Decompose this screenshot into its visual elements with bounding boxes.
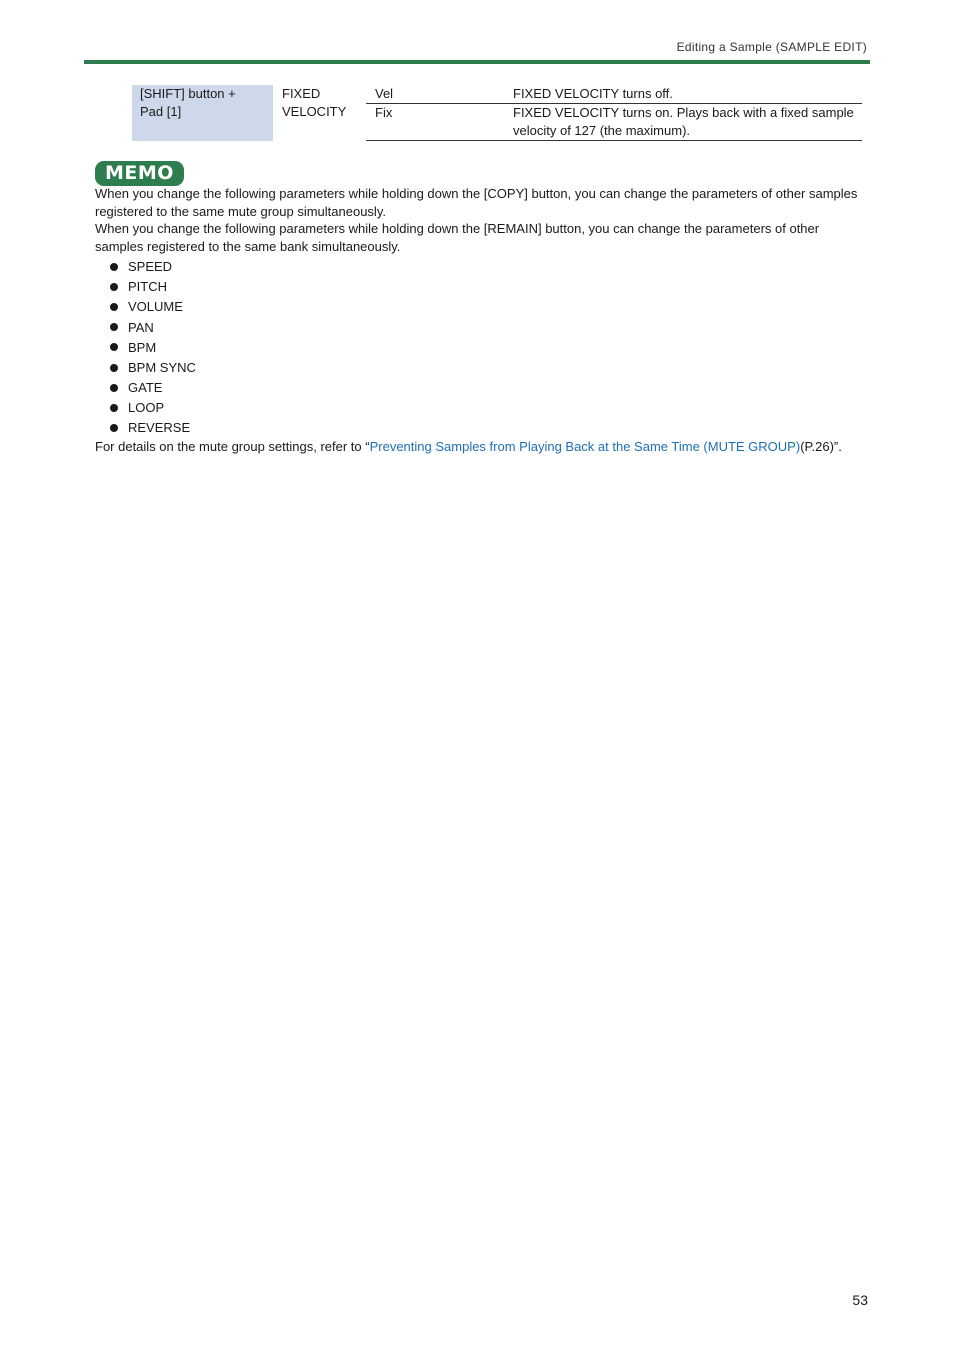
list-item-label: GATE bbox=[128, 379, 163, 395]
value-cell: Fix bbox=[366, 104, 513, 141]
memo-body bbox=[95, 185, 865, 455]
memo-badge bbox=[95, 161, 184, 186]
list-item bbox=[95, 257, 865, 277]
list-item bbox=[95, 378, 865, 398]
list-item-label: BPM bbox=[128, 339, 157, 355]
list-item-label: BPM SYNC bbox=[128, 359, 196, 375]
parameter-table bbox=[132, 85, 862, 141]
list-item bbox=[95, 317, 865, 337]
description-cell: FIXED VELOCITY turns on. Plays back with a fixed sample velocity of 127 (the maximum). bbox=[513, 104, 862, 141]
reference-suffix: (P.26)”. bbox=[800, 438, 842, 454]
list-item bbox=[95, 398, 865, 418]
bullet-icon bbox=[110, 364, 118, 372]
list-item-label: PITCH bbox=[128, 279, 167, 295]
bullet-icon bbox=[110, 283, 118, 291]
table-row bbox=[132, 85, 862, 104]
parameter-cell bbox=[273, 85, 366, 141]
list-item-label: REVERSE bbox=[128, 420, 191, 436]
list-item-label: VOLUME bbox=[128, 299, 183, 315]
memo-paragraph-remain: When you change the following parameters while holding down the [REMAIN] button, you can change the parameters of other samples registered to the same bank simultaneously. bbox=[95, 221, 820, 254]
list-item-label: LOOP bbox=[128, 399, 165, 415]
running-header: Editing a Sample (SAMPLE EDIT) bbox=[676, 40, 867, 54]
header-divider bbox=[84, 60, 870, 64]
description-cell: FIXED VELOCITY turns off. bbox=[513, 85, 862, 104]
list-item bbox=[95, 337, 865, 357]
bullet-icon bbox=[110, 323, 118, 331]
bullet-icon bbox=[110, 343, 118, 351]
mute-group-link[interactable]: Preventing Samples from Playing Back at the Same Time (MUTE GROUP) bbox=[369, 438, 801, 454]
reference-prefix: For details on the mute group settings, refer to “ bbox=[95, 438, 370, 454]
parameter-list bbox=[95, 257, 865, 438]
list-item-label: SPEED bbox=[128, 259, 173, 275]
value-cell: Vel bbox=[366, 85, 513, 104]
parameter-line-2: VELOCITY bbox=[282, 104, 347, 119]
control-line-2: Pad [1] bbox=[140, 104, 182, 119]
parameter-line-1: FIXED bbox=[282, 86, 321, 101]
memo-reference bbox=[95, 438, 865, 456]
list-item bbox=[95, 357, 865, 377]
bullet-icon bbox=[110, 384, 118, 392]
bullet-icon bbox=[110, 303, 118, 311]
list-item bbox=[95, 418, 865, 438]
bullet-icon bbox=[110, 263, 118, 271]
bullet-icon bbox=[110, 424, 118, 432]
control-line-1: [SHIFT] button + bbox=[140, 86, 236, 101]
list-item bbox=[95, 277, 865, 297]
list-item-label: PAN bbox=[128, 319, 154, 335]
control-cell bbox=[132, 85, 273, 141]
list-item bbox=[95, 297, 865, 317]
page-number: 53 bbox=[852, 1292, 868, 1308]
memo-badge-label: MEMO bbox=[105, 162, 174, 184]
bullet-icon bbox=[110, 404, 118, 412]
memo-paragraph-copy: When you change the following parameters while holding down the [COPY] button, you can change the parameters of other samples registered to the same mute group simultaneously. bbox=[95, 186, 858, 219]
